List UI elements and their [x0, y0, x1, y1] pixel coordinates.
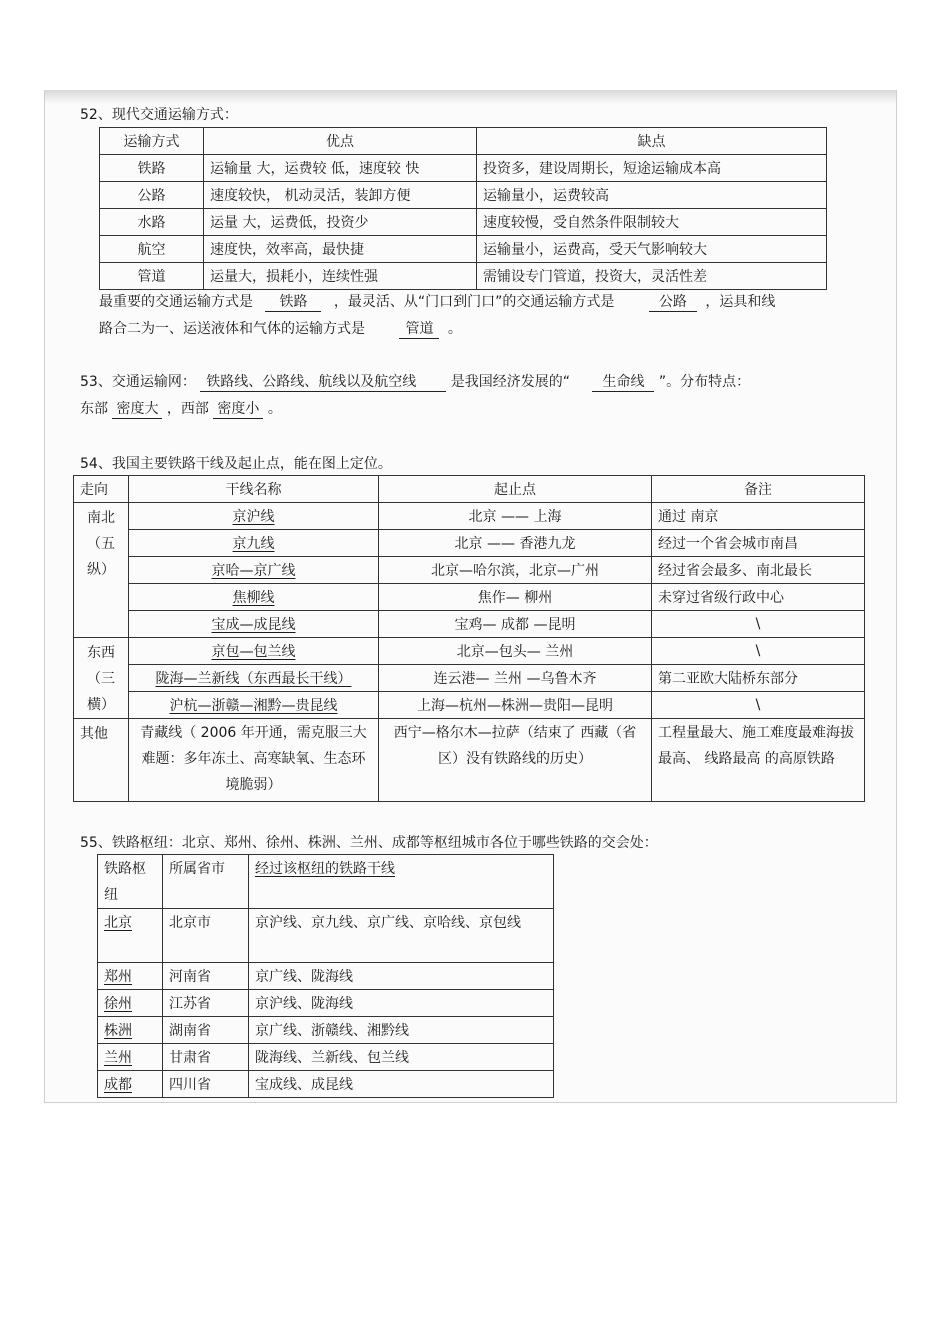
table-row [100, 182, 827, 209]
table-row [74, 503, 865, 530]
route-cell: 西宁—格尔木—拉萨（结束了 西藏（省区）没有铁路线的历史） [379, 719, 652, 802]
mode-cell: 水路 [100, 209, 204, 236]
railway-trunk-lines-table [73, 475, 865, 802]
route-cell: 北京 —— 上海 [379, 503, 652, 530]
province-cell: 江苏省 [163, 990, 249, 1017]
header-lines: 经过该枢纽的铁路干线 [249, 855, 554, 909]
table-row [74, 584, 865, 611]
con-cell: 投资多，建设周期长，短途运输成本高 [477, 155, 827, 182]
table-row [100, 209, 827, 236]
line-name-cell: 焦柳线 [129, 584, 379, 611]
table-row [98, 990, 554, 1017]
table-row [98, 1071, 554, 1098]
lines-cell: 京沪线、陇海线 [249, 990, 554, 1017]
section-52-paragraph-line2: 路合二为一、运送液体和气体的运输方式是 管道 。 [99, 321, 462, 337]
table-row [74, 638, 865, 665]
lines-cell: 京沪线、京九线、京广线、京哈线、京包线 [249, 909, 554, 963]
table-row [74, 692, 865, 719]
mode-cell: 航空 [100, 236, 204, 263]
table-row [98, 1044, 554, 1071]
answer-blank: 生命线 [592, 373, 654, 392]
hub-cell: 成都 [98, 1071, 163, 1098]
province-cell: 湖南省 [163, 1017, 249, 1044]
table-row [98, 963, 554, 990]
con-cell: 速度较慢，受自然条件限制较大 [477, 209, 827, 236]
railway-hubs-table [97, 854, 554, 1098]
table-header-row [74, 476, 865, 503]
route-cell: 宝鸡— 成都 —昆明 [379, 611, 652, 638]
table-row [100, 236, 827, 263]
header-province: 所属省市 [163, 855, 249, 909]
route-cell: 连云港— 兰州 —乌鲁木齐 [379, 665, 652, 692]
header-pros: 优点 [204, 128, 477, 155]
con-cell: 运输量小，运费高，受天气影响较大 [477, 236, 827, 263]
pro-cell: 运输量 大，运费较 低，速度较 快 [204, 155, 477, 182]
note-cell: 经过省会最多、南北最长 [652, 557, 865, 584]
route-cell: 北京 —— 香港九龙 [379, 530, 652, 557]
line-name-cell: 宝成—成昆线 [129, 611, 379, 638]
table-row [74, 665, 865, 692]
con-cell: 需铺设专门管道，投资大，灵活性差 [477, 263, 827, 290]
note-cell: 未穿过省级行政中心 [652, 584, 865, 611]
line-name-cell: 京包—包兰线 [129, 638, 379, 665]
table-row [100, 155, 827, 182]
route-cell: 北京—包头— 兰州 [379, 638, 652, 665]
mode-cell: 公路 [100, 182, 204, 209]
pro-cell: 运量大，损耗小，连续性强 [204, 263, 477, 290]
table-row [74, 611, 865, 638]
section-52-heading: 52、现代交通运输方式： [80, 107, 238, 123]
note-cell: 第二亚欧大陆桥东部分 [652, 665, 865, 692]
answer-blank: 公路 [649, 293, 697, 312]
table-header-row [100, 128, 827, 155]
note-cell: \ [652, 611, 865, 638]
header-remarks: 备注 [652, 476, 865, 503]
direction-other: 其他 [74, 719, 129, 802]
table-row [100, 263, 827, 290]
con-cell: 运输量小，运费较高 [477, 182, 827, 209]
note-cell: \ [652, 692, 865, 719]
header-endpoints: 起止点 [379, 476, 652, 503]
route-cell: 上海—杭州—株洲—贵阳—昆明 [379, 692, 652, 719]
province-cell: 甘肃省 [163, 1044, 249, 1071]
pro-cell: 运量 大，运费低，投资少 [204, 209, 477, 236]
route-cell: 北京—哈尔滨，北京—广州 [379, 557, 652, 584]
table-row [98, 1017, 554, 1044]
pro-cell: 速度快，效率高，最快捷 [204, 236, 477, 263]
table-row [98, 909, 554, 963]
hub-cell: 北京 [98, 909, 163, 963]
line-name-cell: 京九线 [129, 530, 379, 557]
header-cons: 缺点 [477, 128, 827, 155]
section-55-heading: 55、铁路枢纽：北京、郑州、徐州、株洲、兰州、成都等枢纽城市各位于哪些铁路的交会处： [80, 835, 658, 851]
pro-cell: 速度较快， 机动灵活，装卸方便 [204, 182, 477, 209]
line-name-cell: 沪杭—浙赣—湘黔—贵昆线 [129, 692, 379, 719]
header-mode: 运输方式 [100, 128, 204, 155]
province-cell: 四川省 [163, 1071, 249, 1098]
note-cell: 工程量最大、施工难度最难海拔最高、 线路最高 的高原铁路 [652, 719, 865, 802]
mode-cell: 铁路 [100, 155, 204, 182]
lines-cell: 宝成线、成昆线 [249, 1071, 554, 1098]
hub-cell: 徐州 [98, 990, 163, 1017]
line-name-cell: 京哈—京广线 [129, 557, 379, 584]
page-top-shadow [45, 90, 896, 104]
hub-cell: 兰州 [98, 1044, 163, 1071]
answer-blank: 铁路线、公路线、航线以及航空线 [200, 373, 446, 392]
note-cell: 通过 南京 [652, 503, 865, 530]
answer-blank: 密度大 [112, 400, 162, 419]
lines-cell: 京广线、陇海线 [249, 963, 554, 990]
hub-cell: 郑州 [98, 963, 163, 990]
table-row [74, 557, 865, 584]
note-cell: 经过一个省会城市南昌 [652, 530, 865, 557]
direction-east-west: 东西（三横） [74, 638, 129, 719]
line-name-cell: 京沪线 [129, 503, 379, 530]
mode-cell: 管道 [100, 263, 204, 290]
province-cell: 河南省 [163, 963, 249, 990]
header-line-name: 干线名称 [129, 476, 379, 503]
province-cell: 北京市 [163, 909, 249, 963]
answer-blank: 管道 [399, 320, 439, 339]
section-52-paragraph-line1: 最重要的交通运输方式是 铁路 ，最灵活、从“门口到门口”的交通运输方式是 公路 ，运具和线 [99, 294, 776, 310]
table-header-row [98, 855, 554, 909]
transport-modes-table [99, 127, 827, 290]
section-53-line1: 53、交通运输网： 铁路线、公路线、航线以及航空线 是我国经济发展的“ 生命线 ”。分布特点： [80, 374, 751, 390]
route-cell: 焦作— 柳州 [379, 584, 652, 611]
table-row [74, 719, 865, 802]
section-54-heading: 54、我国主要铁路干线及起止点，能在图上定位。 [80, 456, 392, 472]
table-row [74, 530, 865, 557]
hub-cell: 株洲 [98, 1017, 163, 1044]
answer-blank: 铁路 [265, 293, 321, 312]
lines-cell: 京广线、浙赣线、湘黔线 [249, 1017, 554, 1044]
header-hub: 铁路枢纽 [98, 855, 163, 909]
line-name-cell: 陇海—兰新线（东西最长干线） [129, 665, 379, 692]
section-53-line2: 东部 密度大 ，西部 密度小 。 [80, 401, 282, 417]
line-name-cell: 青藏线（ 2006 年开通，需克服三大难题：多年冻土、高寒缺氧、生态环境脆弱） [129, 719, 379, 802]
direction-north-south: 南北（五纵） [74, 503, 129, 638]
note-cell: \ [652, 638, 865, 665]
answer-blank: 密度小 [213, 400, 263, 419]
header-direction: 走向 [74, 476, 129, 503]
lines-cell: 陇海线、兰新线、包兰线 [249, 1044, 554, 1071]
